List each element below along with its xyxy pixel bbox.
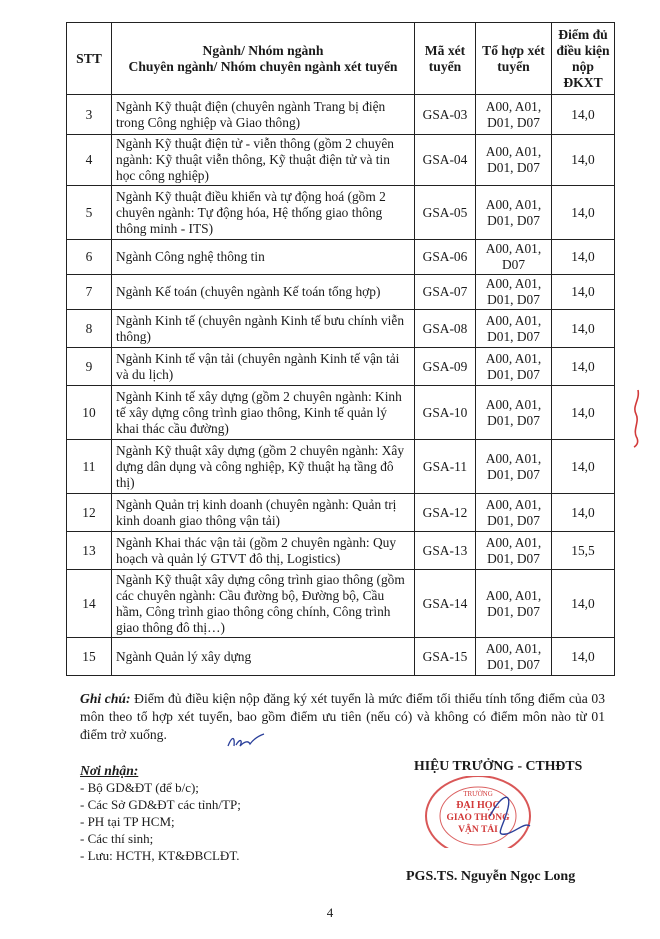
cell-score: 14,0 — [552, 638, 615, 676]
cell-major-name: Ngành Quản trị kinh doanh (chuyên ngành: Quản trị kinh doanh giao thông vận tải) — [112, 494, 415, 532]
cell-code: GSA-08 — [415, 310, 476, 348]
cell-major-name: Ngành Kỹ thuật xây dựng (gồm 2 chuyên ngành: Xây dựng dân dụng và công nghiệp, Kỹ thuật hạ tầng đô thị) — [112, 440, 415, 494]
cell-score: 14,0 — [552, 570, 615, 638]
cell-code: GSA-13 — [415, 532, 476, 570]
table-row — [67, 275, 615, 310]
cell-score: 14,0 — [552, 240, 615, 275]
recipients-block — [80, 762, 241, 864]
note-paragraph — [80, 690, 605, 744]
header-code: Mã xét tuyển — [415, 23, 476, 95]
cell-score: 14,0 — [552, 310, 615, 348]
signer-name: PGS.TS. Nguyễn Ngọc Long — [406, 869, 576, 884]
cell-stt: 4 — [67, 135, 112, 186]
cell-score: 14,0 — [552, 95, 615, 135]
cell-score: 14,0 — [552, 440, 615, 494]
cell-score: 14,0 — [552, 186, 615, 240]
cell-stt: 15 — [67, 638, 112, 676]
table-header-row — [67, 23, 615, 95]
cell-code: GSA-07 — [415, 275, 476, 310]
cell-code: GSA-06 — [415, 240, 476, 275]
table-row — [67, 186, 615, 240]
recipients-title: Nơi nhận: — [80, 763, 139, 778]
table-row — [67, 638, 615, 676]
admission-table — [66, 22, 615, 676]
cell-code: GSA-04 — [415, 135, 476, 186]
cell-combination: A00, A01, D01, D07 — [476, 638, 552, 676]
cell-stt: 3 — [67, 95, 112, 135]
cell-code: GSA-03 — [415, 95, 476, 135]
cell-stt: 14 — [67, 570, 112, 638]
table-row — [67, 494, 615, 532]
table-row — [67, 440, 615, 494]
table-row — [67, 532, 615, 570]
stamp-text: VẬN TẢI — [458, 825, 498, 835]
cell-combination: A00, A01, D01, D07 — [476, 440, 552, 494]
table-row — [67, 240, 615, 275]
cell-stt: 11 — [67, 440, 112, 494]
cell-code: GSA-12 — [415, 494, 476, 532]
cell-combination: A00, A01, D01, D07 — [476, 135, 552, 186]
cell-major-name: Ngành Quản lý xây dựng — [112, 638, 415, 676]
table-row — [67, 135, 615, 186]
cell-score: 14,0 — [552, 386, 615, 440]
header-stt: STT — [67, 23, 112, 95]
cell-major-name: Ngành Công nghệ thông tin — [112, 240, 415, 275]
cell-combination: A00, A01, D01, D07 — [476, 494, 552, 532]
cell-major-name: Ngành Kỹ thuật điện tử - viễn thông (gồm 2 chuyên ngành: Kỹ thuật viễn thông, Kỹ thuật điện tử và tin học công nghiệp) — [112, 135, 415, 186]
school-stamp — [420, 776, 538, 848]
stamp-text: TRƯỜNG — [463, 790, 493, 798]
cell-combination: A00, A01, D01, D07 — [476, 310, 552, 348]
table-row — [67, 570, 615, 638]
cell-score: 14,0 — [552, 135, 615, 186]
recipient-item: - Lưu: HCTH, KT&ĐBCLĐT. — [80, 848, 240, 863]
table-body — [67, 95, 615, 676]
cell-combination: A00, A01, D01, D07 — [476, 275, 552, 310]
cell-stt: 12 — [67, 494, 112, 532]
cell-combination: A00, A01, D01, D07 — [476, 95, 552, 135]
cell-combination: A00, A01, D01, D07 — [476, 570, 552, 638]
recipient-item: - PH tại TP HCM; — [80, 814, 175, 829]
cell-major-name: Ngành Kinh tế xây dựng (gồm 2 chuyên ngành: Kinh tế xây dựng công trình giao thông, Kinh tế quản lý khai thác cầu đường) — [112, 386, 415, 440]
stamp-text: ĐẠI HỌC — [456, 800, 500, 811]
cell-major-name: Ngành Kế toán (chuyên ngành Kế toán tổng hợp) — [112, 275, 415, 310]
cell-major-name: Ngành Kinh tế (chuyên ngành Kinh tế bưu chính viễn thông) — [112, 310, 415, 348]
cell-combination: A00, A01, D01, D07 — [476, 532, 552, 570]
cell-major-name: Ngành Kỹ thuật xây dựng công trình giao thông (gồm các chuyên ngành: Cầu đường bộ, Đường bộ, Cầu hầm, Công trình giao thông công chính, Công trình giao thông đô thị…) — [112, 570, 415, 638]
cell-score: 14,0 — [552, 275, 615, 310]
cell-code: GSA-11 — [415, 440, 476, 494]
signer-title: HIỆU TRƯỞNG - CTHĐTS — [414, 758, 583, 773]
header-major-line2: Chuyên ngành/ Nhóm chuyên ngành xét tuyển — [128, 58, 398, 74]
cell-combination: A00, A01, D01, D07 — [476, 186, 552, 240]
page-number: 4 — [326, 905, 334, 920]
recipient-item: - Các thí sinh; — [80, 831, 154, 846]
cell-code: GSA-09 — [415, 348, 476, 386]
cell-code: GSA-10 — [415, 386, 476, 440]
table-row — [67, 386, 615, 440]
cell-code: GSA-14 — [415, 570, 476, 638]
recipient-item: - Bộ GD&ĐT (để b/c); — [80, 780, 199, 795]
recipient-item: - Các Sở GD&ĐT các tỉnh/TP; — [80, 797, 241, 812]
cell-stt: 8 — [67, 310, 112, 348]
cell-score: 14,0 — [552, 348, 615, 386]
table-row — [67, 348, 615, 386]
cell-major-name: Ngành Kỹ thuật điều khiển và tự động hoá (gồm 2 chuyên ngành: Tự động hóa, Hệ thống giao thông thông minh - ITS) — [112, 186, 415, 240]
cell-combination: A00, A01, D01, D07 — [476, 386, 552, 440]
cell-stt: 5 — [67, 186, 112, 240]
table-row — [67, 95, 615, 135]
cell-major-name: Ngành Khai thác vận tải (gồm 2 chuyên ngành: Quy hoạch và quản lý GTVT đô thị, Logistics) — [112, 532, 415, 570]
cell-score: 15,5 — [552, 532, 615, 570]
note-label: Ghi chú: — [80, 691, 131, 706]
cell-score: 14,0 — [552, 494, 615, 532]
cell-stt: 6 — [67, 240, 112, 275]
cell-major-name: Ngành Kinh tế vận tải (chuyên ngành Kinh tế vận tải và du lịch) — [112, 348, 415, 386]
header-combination: Tổ hợp xét tuyển — [476, 23, 552, 95]
header-major-line1: Ngành/ Nhóm ngành — [202, 42, 324, 58]
header-major — [112, 23, 415, 95]
stamp-text: GIAO THÔNG — [446, 813, 510, 823]
cell-combination: A00, A01, D01, D07 — [476, 348, 552, 386]
edge-seal-mark — [628, 388, 642, 448]
cell-stt: 10 — [67, 386, 112, 440]
cell-stt: 13 — [67, 532, 112, 570]
cell-stt: 9 — [67, 348, 112, 386]
header-score: Điểm đủ điều kiện nộp ĐKXT — [552, 23, 615, 95]
handwritten-initials — [226, 732, 266, 752]
table-row — [67, 310, 615, 348]
note-text: Điểm đủ điều kiện nộp đăng ký xét tuyển là mức điểm tối thiểu tính tổng điểm của 03 môn theo tổ hợp xét tuyển, bao gồm điểm ưu tiên (nếu có) và không có điểm môn nào từ 01 điểm trở xuống. — [80, 691, 606, 742]
cell-code: GSA-05 — [415, 186, 476, 240]
cell-combination: A00, A01, D07 — [476, 240, 552, 275]
cell-code: GSA-15 — [415, 638, 476, 676]
cell-major-name: Ngành Kỹ thuật điện (chuyên ngành Trang bị điện trong Công nghiệp và Giao thông) — [112, 95, 415, 135]
cell-stt: 7 — [67, 275, 112, 310]
